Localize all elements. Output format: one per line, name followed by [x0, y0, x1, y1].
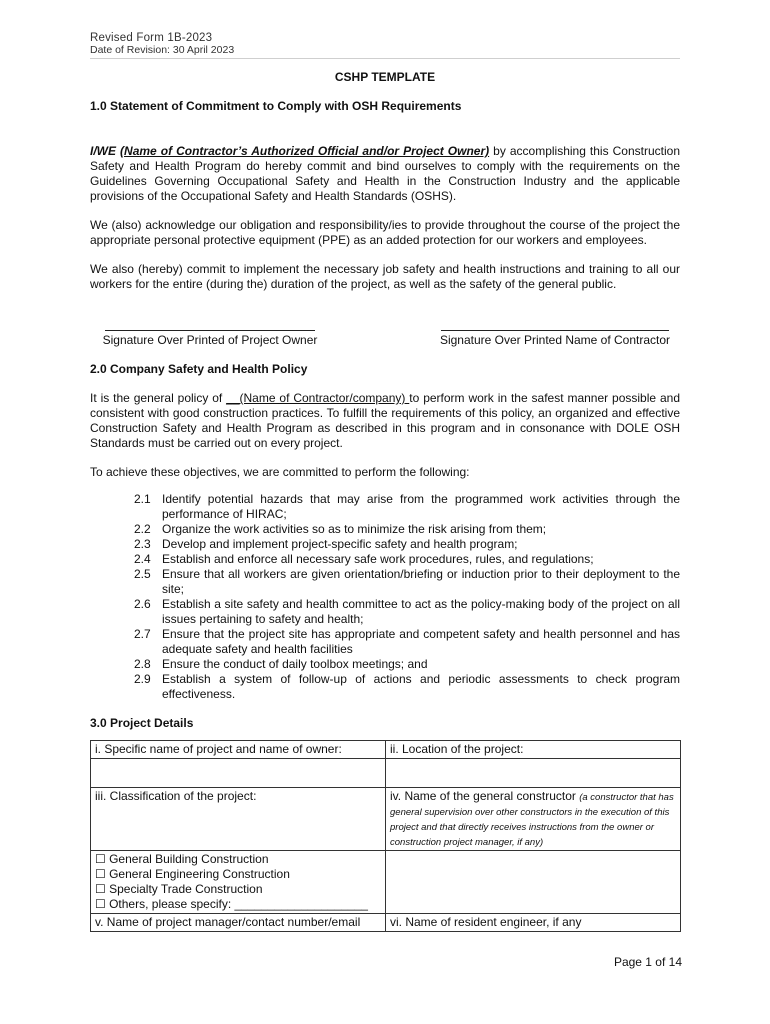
section-2-heading: 2.0 Company Safety and Health Policy — [90, 362, 308, 376]
list-item — [134, 597, 680, 627]
project-name-label: i. Specific name of project and name of owner: — [91, 741, 386, 759]
list-item-number: 2.9 — [134, 672, 151, 686]
authorized-official-placeholder: (Name of Contractor’s Authorized Official and/or Project Owner) — [120, 144, 490, 158]
owner-signature-block — [90, 330, 330, 348]
project-manager-label: v. Name of project manager/contact number/email — [91, 914, 386, 932]
resident-engineer-label: vi. Name of resident engineer, if any — [386, 914, 681, 932]
list-item — [134, 492, 680, 522]
list-item-number: 2.4 — [134, 552, 151, 566]
table-row — [91, 851, 681, 914]
list-item — [134, 537, 680, 552]
policy-paragraph — [90, 391, 680, 451]
commitment-text: by accomplishing this Construction Safety and Health Program do hereby commit and bind ourselves to comply with the requirements on the Guidelines Governing Occupational Safety and Health in the Construction Industry and the applicable provisions of the Occupational Safety and Health Standards (OSHS). — [90, 144, 680, 203]
list-item — [134, 672, 680, 702]
project-location-field[interactable] — [386, 759, 681, 788]
list-item-text: Ensure the conduct of daily toolbox meetings; and — [162, 657, 428, 671]
document-title: CSHP TEMPLATE — [334, 70, 436, 84]
revision-date: Date of Revision: 30 April 2023 — [90, 44, 235, 56]
contractor-signature-label: Signature Over Printed Name of Contractor — [439, 333, 671, 347]
classification-label: iii. Classification of the project: — [91, 788, 386, 851]
list-item-text: Establish and enforce all necessary safe work procedures, rules, and regulations; — [162, 552, 594, 566]
list-item-text: Ensure that the project site has appropriate and competent safety and health personnel and has adequate safety and health facilities — [162, 627, 680, 656]
policy-text-before: It is the general policy of — [90, 391, 227, 405]
project-location-label: ii. Location of the project: — [386, 741, 681, 759]
contractor-signature-block — [430, 330, 680, 348]
section-1-heading: 1.0 Statement of Commitment to Comply with OSH Requirements — [90, 99, 462, 113]
general-constructor-note: (a constructor that has general supervision over other constructors in the execution of this project and that directly receives instructions from the owner or construction project manager, if any) — [390, 792, 674, 848]
list-item-number: 2.6 — [134, 597, 151, 611]
contractor-signature-line — [441, 330, 669, 331]
list-item — [134, 627, 680, 657]
page-header — [90, 32, 680, 59]
owner-signature-line — [105, 330, 315, 331]
owner-signature-label: Signature Over Printed of Project Owner — [102, 333, 318, 347]
classification-options — [91, 851, 386, 914]
training-paragraph: We also (hereby) commit to implement the necessary job safety and health instructions and training to all our workers for the entire (during the) duration of the project, as well as the safety of the general public. — [90, 262, 680, 291]
option-general-engineering-checkbox[interactable]: ☐ General Engineering Construction — [95, 867, 290, 881]
option-others-checkbox[interactable]: ☐ Others, please specify: ____________________ — [95, 897, 368, 911]
general-constructor-field[interactable] — [386, 851, 681, 914]
list-item-text: Develop and implement project-specific safety and health program; — [162, 537, 518, 551]
table-row — [91, 914, 681, 932]
list-item — [134, 522, 680, 537]
objectives-intro: To achieve these objectives, we are committed to perform the following: — [90, 465, 470, 479]
option-specialty-trade-checkbox[interactable]: ☐ Specialty Trade Construction — [95, 882, 263, 896]
ppe-paragraph: We (also) acknowledge our obligation and responsibility/ies to provide throughout the course of the project the appropriate personal protective equipment (PPE) as an added protection for our workers and employees. — [90, 218, 680, 247]
document-body — [90, 70, 680, 932]
list-item-text: Establish a system of follow-up of actions and periodic assessments to check program effectiveness. — [162, 672, 680, 701]
table-row — [91, 741, 681, 759]
commitment-lead: I/WE — [90, 144, 116, 158]
list-item — [134, 552, 680, 567]
general-constructor-cell — [386, 788, 681, 851]
table-row — [91, 788, 681, 851]
contractor-company-placeholder: __(Name of Contractor/company) — [226, 391, 410, 405]
section-3-heading: 3.0 Project Details — [90, 716, 194, 730]
list-item-text: Establish a site safety and health committee to act as the policy-making body of the project on all issues pertaining to safety and health; — [162, 597, 680, 626]
table-row — [91, 759, 681, 788]
project-details-table — [90, 740, 681, 932]
list-item-number: 2.7 — [134, 627, 151, 641]
commitment-list — [90, 492, 680, 702]
project-name-field[interactable] — [91, 759, 386, 788]
page-number: Page 1 of 14 — [613, 955, 682, 969]
list-item-number: 2.8 — [134, 657, 151, 671]
list-item-number: 2.1 — [134, 492, 151, 506]
option-general-building-checkbox[interactable]: ☐ General Building Construction — [95, 852, 269, 866]
commitment-paragraph — [90, 144, 680, 204]
list-item-number: 2.3 — [134, 537, 151, 551]
list-item-text: Ensure that all workers are given orientation/briefing or induction prior to their deployment to the site; — [162, 567, 680, 596]
list-item-number: 2.5 — [134, 567, 151, 581]
list-item-text: Organize the work activities so as to minimize the risk arising from them; — [162, 522, 547, 536]
list-item — [134, 657, 680, 672]
list-item-number: 2.2 — [134, 522, 151, 536]
list-item-text: Identify potential hazards that may arise from the programmed work activities through the performance of HIRAC; — [162, 492, 680, 521]
general-constructor-label: iv. Name of the general constructor — [390, 789, 580, 803]
signature-row — [90, 330, 680, 348]
list-item — [134, 567, 680, 597]
policy-text-after: to perform work in the safest manner possible and consistent with good construction practices. To fulfill the requirements of this policy, an organized and effective Construction Safety and Health Program as described in this program and in consonance with DOLE OSH Standards must be carried out on every project. — [90, 391, 680, 450]
form-label: Revised Form 1B-2023 — [90, 32, 213, 44]
